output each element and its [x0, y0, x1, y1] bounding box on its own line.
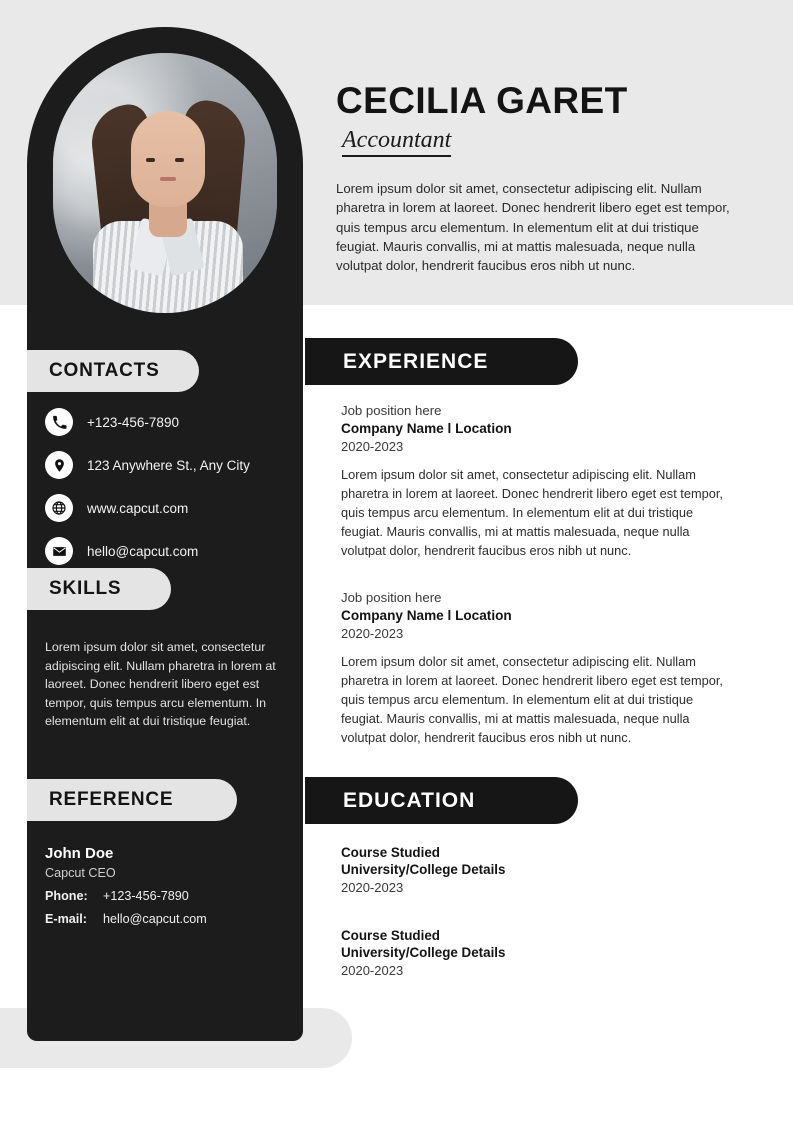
- section-heading-contacts: CONTACTS: [27, 350, 199, 392]
- photo-eye-left: [146, 158, 155, 162]
- contact-value-phone: +123-456-7890: [87, 414, 179, 430]
- section-heading-reference: REFERENCE: [27, 779, 237, 821]
- contact-value-email: hello@capcut.com: [87, 543, 199, 559]
- contact-item-email[interactable]: [45, 537, 295, 565]
- education-item-2: [341, 928, 737, 978]
- experience-item-2: [341, 590, 737, 748]
- experience-description: Lorem ipsum dolor sit amet, consectetur adipiscing elit. Nullam pharetra in lorem at laoreet. Donec hendrerit libero eget est tempor, quis tempus arcu elementum. In elementum elit at dui tristique feugiat. Mauris convallis, mi at mattis malesuada, neque nulla volutpat dolor, hendrerit faucibus eros nibh ut nunc.: [341, 467, 723, 558]
- reference-phone-row: [45, 889, 285, 903]
- envelope-icon: [45, 537, 73, 565]
- contact-value-website: www.capcut.com: [87, 500, 189, 516]
- experience-company: Company Name l Location: [341, 608, 512, 623]
- reference-phone-value: +123-456-7890: [103, 889, 189, 903]
- contact-item-phone[interactable]: [45, 408, 295, 436]
- section-heading-education: EDUCATION: [305, 777, 578, 824]
- profile-summary: Lorem ipsum dolor sit amet, consectetur adipiscing elit. Nullam pharetra in lorem at laoreet. Donec hendrerit libero eget est tempor, quis tempus arcu elementum. In elementum elit at dui tristique feugiat. Mauris convallis, mi at mattis malesuada, neque nulla volutpat dolor, hendrerit faucibus eros nibh ut nunc.: [336, 180, 730, 274]
- education-date: 2020-2023: [341, 880, 404, 895]
- reference-email-row: [45, 912, 285, 926]
- job-role-subtitle: Accountant: [342, 127, 451, 157]
- photo-mouth: [160, 177, 176, 181]
- contact-item-address[interactable]: [45, 451, 295, 479]
- reference-block: [45, 845, 285, 926]
- education-item-1: [341, 845, 737, 895]
- location-pin-icon: [45, 451, 73, 479]
- experience-position: Job position here: [341, 590, 442, 605]
- experience-position: Job position here: [341, 403, 442, 418]
- reference-title: Capcut CEO: [45, 866, 116, 880]
- header-block: [336, 82, 748, 289]
- experience-date: 2020-2023: [341, 626, 404, 641]
- education-course: Course Studied: [341, 845, 440, 860]
- reference-email-label: E-mail:: [45, 912, 87, 926]
- education-school: University/College Details: [341, 945, 506, 960]
- section-heading-skills: SKILLS: [27, 568, 171, 610]
- section-heading-experience: EXPERIENCE: [305, 338, 578, 385]
- experience-company: Company Name l Location: [341, 421, 512, 436]
- experience-item-1: [341, 403, 737, 561]
- photo-eye-right: [175, 158, 184, 162]
- phone-icon: [45, 408, 73, 436]
- reference-phone-label: Phone:: [45, 889, 88, 903]
- education-course: Course Studied: [341, 928, 440, 943]
- education-date: 2020-2023: [341, 963, 404, 978]
- education-school: University/College Details: [341, 862, 506, 877]
- experience-date: 2020-2023: [341, 439, 404, 454]
- page-title: CECILIA GARET: [336, 80, 628, 121]
- reference-email-value: hello@capcut.com: [103, 912, 207, 926]
- skills-description: Lorem ipsum dolor sit amet, consectetur adipiscing elit. Nullam pharetra in lorem at laoreet. Donec hendrerit libero eget est tempor, quis tempus arcu elementum. In elementum elit at dui tristique feugiat.: [45, 640, 276, 729]
- contacts-list: [45, 408, 295, 580]
- profile-photo: [53, 53, 277, 313]
- contact-item-website[interactable]: [45, 494, 295, 522]
- reference-name: John Doe: [45, 845, 114, 862]
- photo-face: [131, 111, 205, 207]
- contact-value-address: 123 Anywhere St., Any City: [87, 457, 250, 473]
- experience-description: Lorem ipsum dolor sit amet, consectetur adipiscing elit. Nullam pharetra in lorem at laoreet. Donec hendrerit libero eget est tempor, quis tempus arcu elementum. In elementum elit at dui tristique feugiat. Mauris convallis, mi at mattis malesuada, neque nulla volutpat dolor, hendrerit faucibus eros nibh ut nunc.: [341, 654, 723, 745]
- globe-icon: [45, 494, 73, 522]
